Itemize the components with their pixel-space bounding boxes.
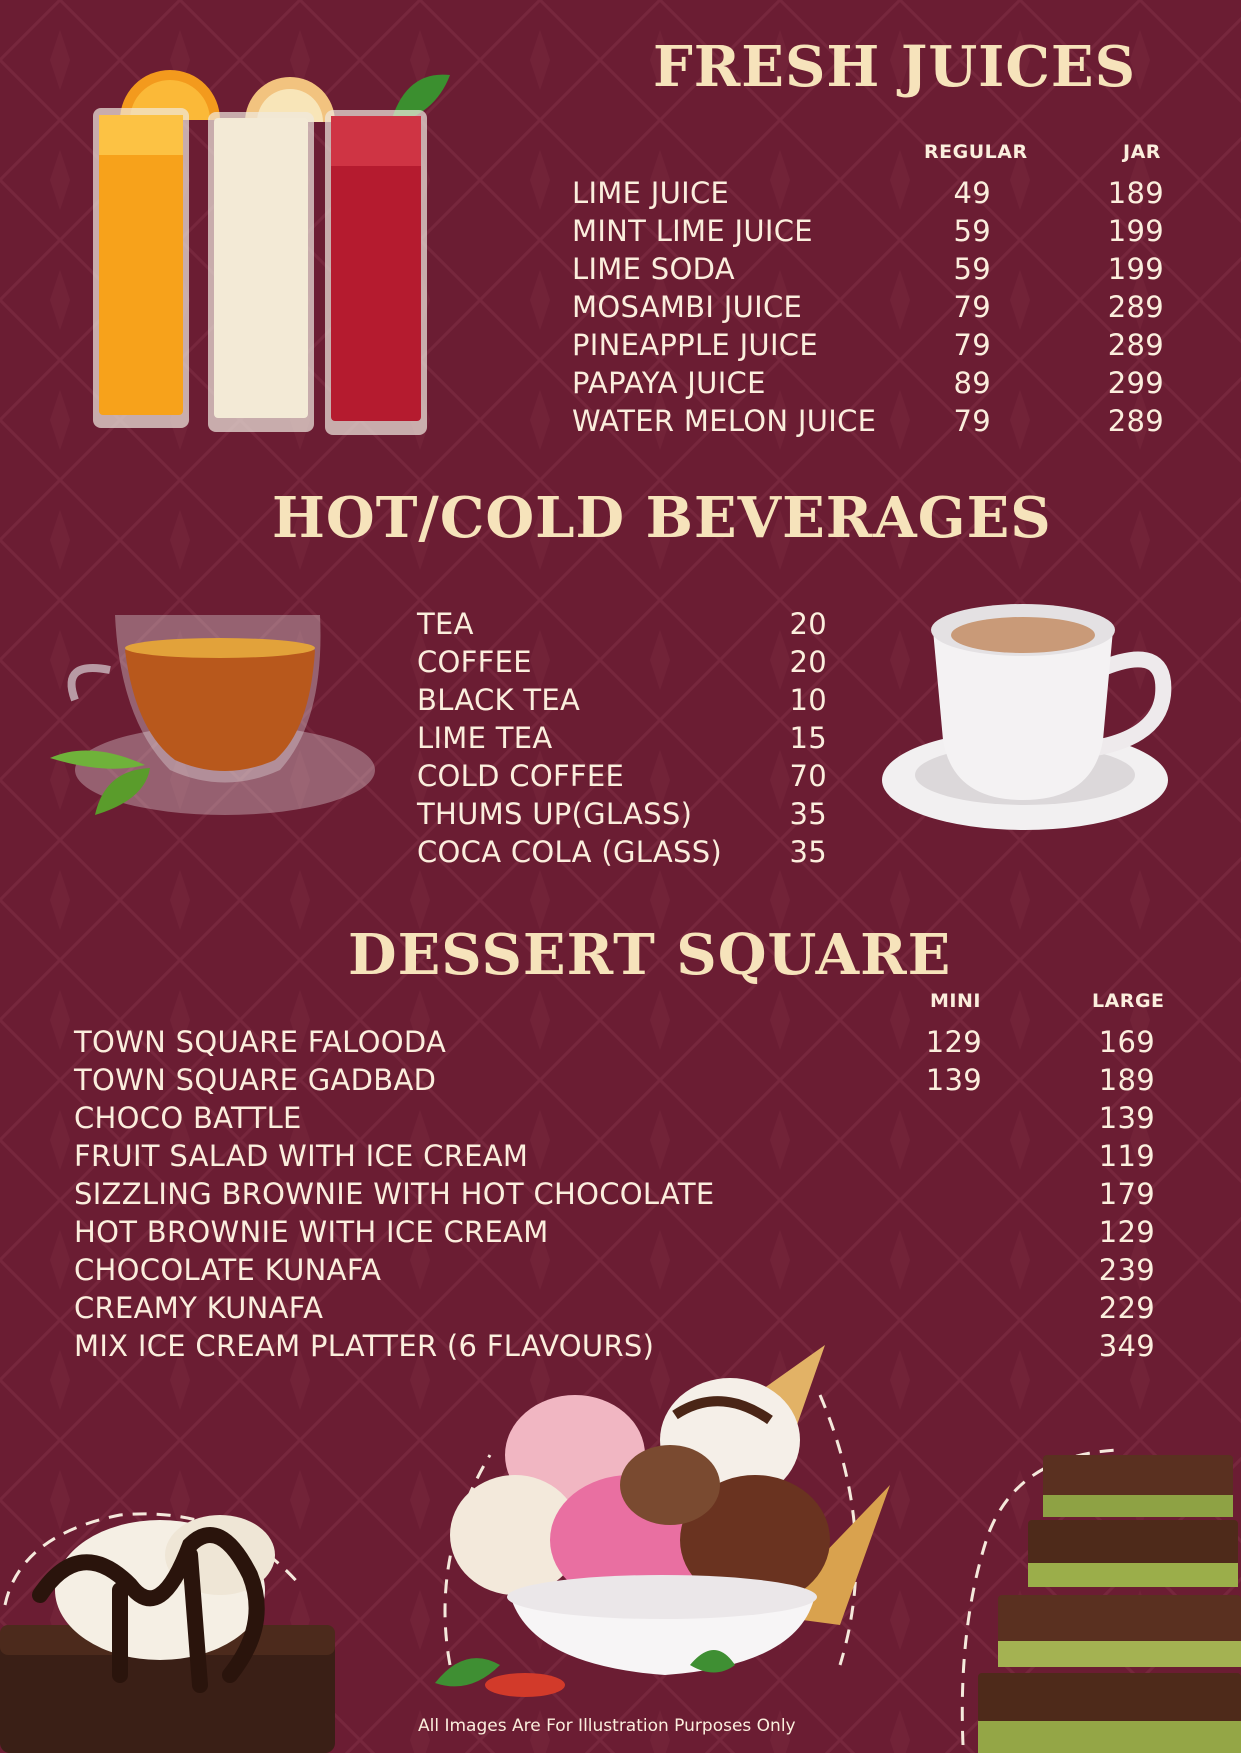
beverage-price: 35 bbox=[789, 835, 827, 869]
regular-price: 59 bbox=[953, 252, 991, 286]
menu-item-name: MIX ICE CREAM PLATTER (6 FLAVOURS) bbox=[74, 1329, 655, 1363]
menu-item-name: TOWN SQUARE FALOODA bbox=[74, 1025, 447, 1059]
jar-price: 189 bbox=[1107, 176, 1164, 210]
large-price: 189 bbox=[1098, 1063, 1155, 1097]
menu-item-name: PINEAPPLE JUICE bbox=[572, 328, 818, 362]
coffee-cup-illustration bbox=[878, 600, 1178, 835]
large-column-header: LARGE bbox=[1092, 990, 1165, 1012]
large-price: 179 bbox=[1098, 1177, 1155, 1211]
juice-glasses-illustration bbox=[85, 60, 485, 440]
menu-item-name: BLACK TEA bbox=[417, 683, 581, 717]
menu-item-name: CREAMY KUNAFA bbox=[74, 1291, 324, 1325]
ice-cream-bowl-illustration bbox=[420, 1335, 900, 1710]
menu-item-name: COLD COFFEE bbox=[417, 759, 625, 793]
menu-item-name: TOWN SQUARE GADBAD bbox=[74, 1063, 437, 1097]
beverage-price: 20 bbox=[789, 645, 827, 679]
jar-price: 289 bbox=[1107, 404, 1164, 438]
tea-cup-illustration bbox=[50, 600, 380, 830]
fresh-juices-title: FRESH JUICES bbox=[653, 34, 1137, 100]
illustration-disclaimer: All Images Are For Illustration Purposes Only bbox=[418, 1716, 796, 1736]
beverages-title: HOT/COLD BEVERAGES bbox=[272, 485, 1052, 551]
large-price: 119 bbox=[1098, 1139, 1155, 1173]
regular-price: 79 bbox=[953, 328, 991, 362]
menu-item-name: TEA bbox=[417, 607, 474, 641]
menu-item-name: WATER MELON JUICE bbox=[572, 404, 877, 438]
regular-column-header: REGULAR bbox=[924, 141, 1028, 163]
menu-item-name: CHOCO BATTLE bbox=[74, 1101, 302, 1135]
menu-item-name: LIME TEA bbox=[417, 721, 553, 755]
large-price: 169 bbox=[1098, 1025, 1155, 1059]
chocolate-kunafa-illustration bbox=[958, 1445, 1241, 1753]
regular-price: 59 bbox=[953, 214, 991, 248]
menu-item-name: CHOCOLATE KUNAFA bbox=[74, 1253, 382, 1287]
beverage-price: 70 bbox=[789, 759, 827, 793]
beverage-price: 10 bbox=[789, 683, 827, 717]
jar-price: 289 bbox=[1107, 328, 1164, 362]
regular-price: 79 bbox=[953, 404, 991, 438]
large-price: 239 bbox=[1098, 1253, 1155, 1287]
dessert-square-title: DESSERT SQUARE bbox=[348, 922, 952, 988]
regular-price: 49 bbox=[953, 176, 991, 210]
mini-price: 129 bbox=[925, 1025, 982, 1059]
jar-price: 199 bbox=[1107, 252, 1164, 286]
jar-price: 199 bbox=[1107, 214, 1164, 248]
menu-item-name: COCA COLA (GLASS) bbox=[417, 835, 723, 869]
menu-item-name: HOT BROWNIE WITH ICE CREAM bbox=[74, 1215, 549, 1249]
beverage-price: 20 bbox=[789, 607, 827, 641]
beverage-price: 15 bbox=[789, 721, 827, 755]
menu-item-name: COFFEE bbox=[417, 645, 532, 679]
menu-item-name: MINT LIME JUICE bbox=[572, 214, 813, 248]
large-price: 229 bbox=[1098, 1291, 1155, 1325]
large-price: 349 bbox=[1098, 1329, 1155, 1363]
regular-price: 79 bbox=[953, 290, 991, 324]
menu-item-name: FRUIT SALAD WITH ICE CREAM bbox=[74, 1139, 529, 1173]
menu-item-name: LIME JUICE bbox=[572, 176, 730, 210]
menu-item-name: THUMS UP(GLASS) bbox=[417, 797, 693, 831]
menu-item-name: SIZZLING BROWNIE WITH HOT CHOCOLATE bbox=[74, 1177, 715, 1211]
menu-item-name: LIME SODA bbox=[572, 252, 735, 286]
beverage-price: 35 bbox=[789, 797, 827, 831]
large-price: 139 bbox=[1098, 1101, 1155, 1135]
jar-price: 289 bbox=[1107, 290, 1164, 324]
jar-price: 299 bbox=[1107, 366, 1164, 400]
menu-item-name: PAPAYA JUICE bbox=[572, 366, 766, 400]
large-price: 129 bbox=[1098, 1215, 1155, 1249]
mini-price: 139 bbox=[925, 1063, 982, 1097]
jar-column-header: JAR bbox=[1123, 141, 1161, 163]
menu-item-name: MOSAMBI JUICE bbox=[572, 290, 803, 324]
mini-column-header: MINI bbox=[930, 990, 981, 1012]
regular-price: 89 bbox=[953, 366, 991, 400]
brownie-ice-cream-illustration bbox=[0, 1475, 360, 1753]
